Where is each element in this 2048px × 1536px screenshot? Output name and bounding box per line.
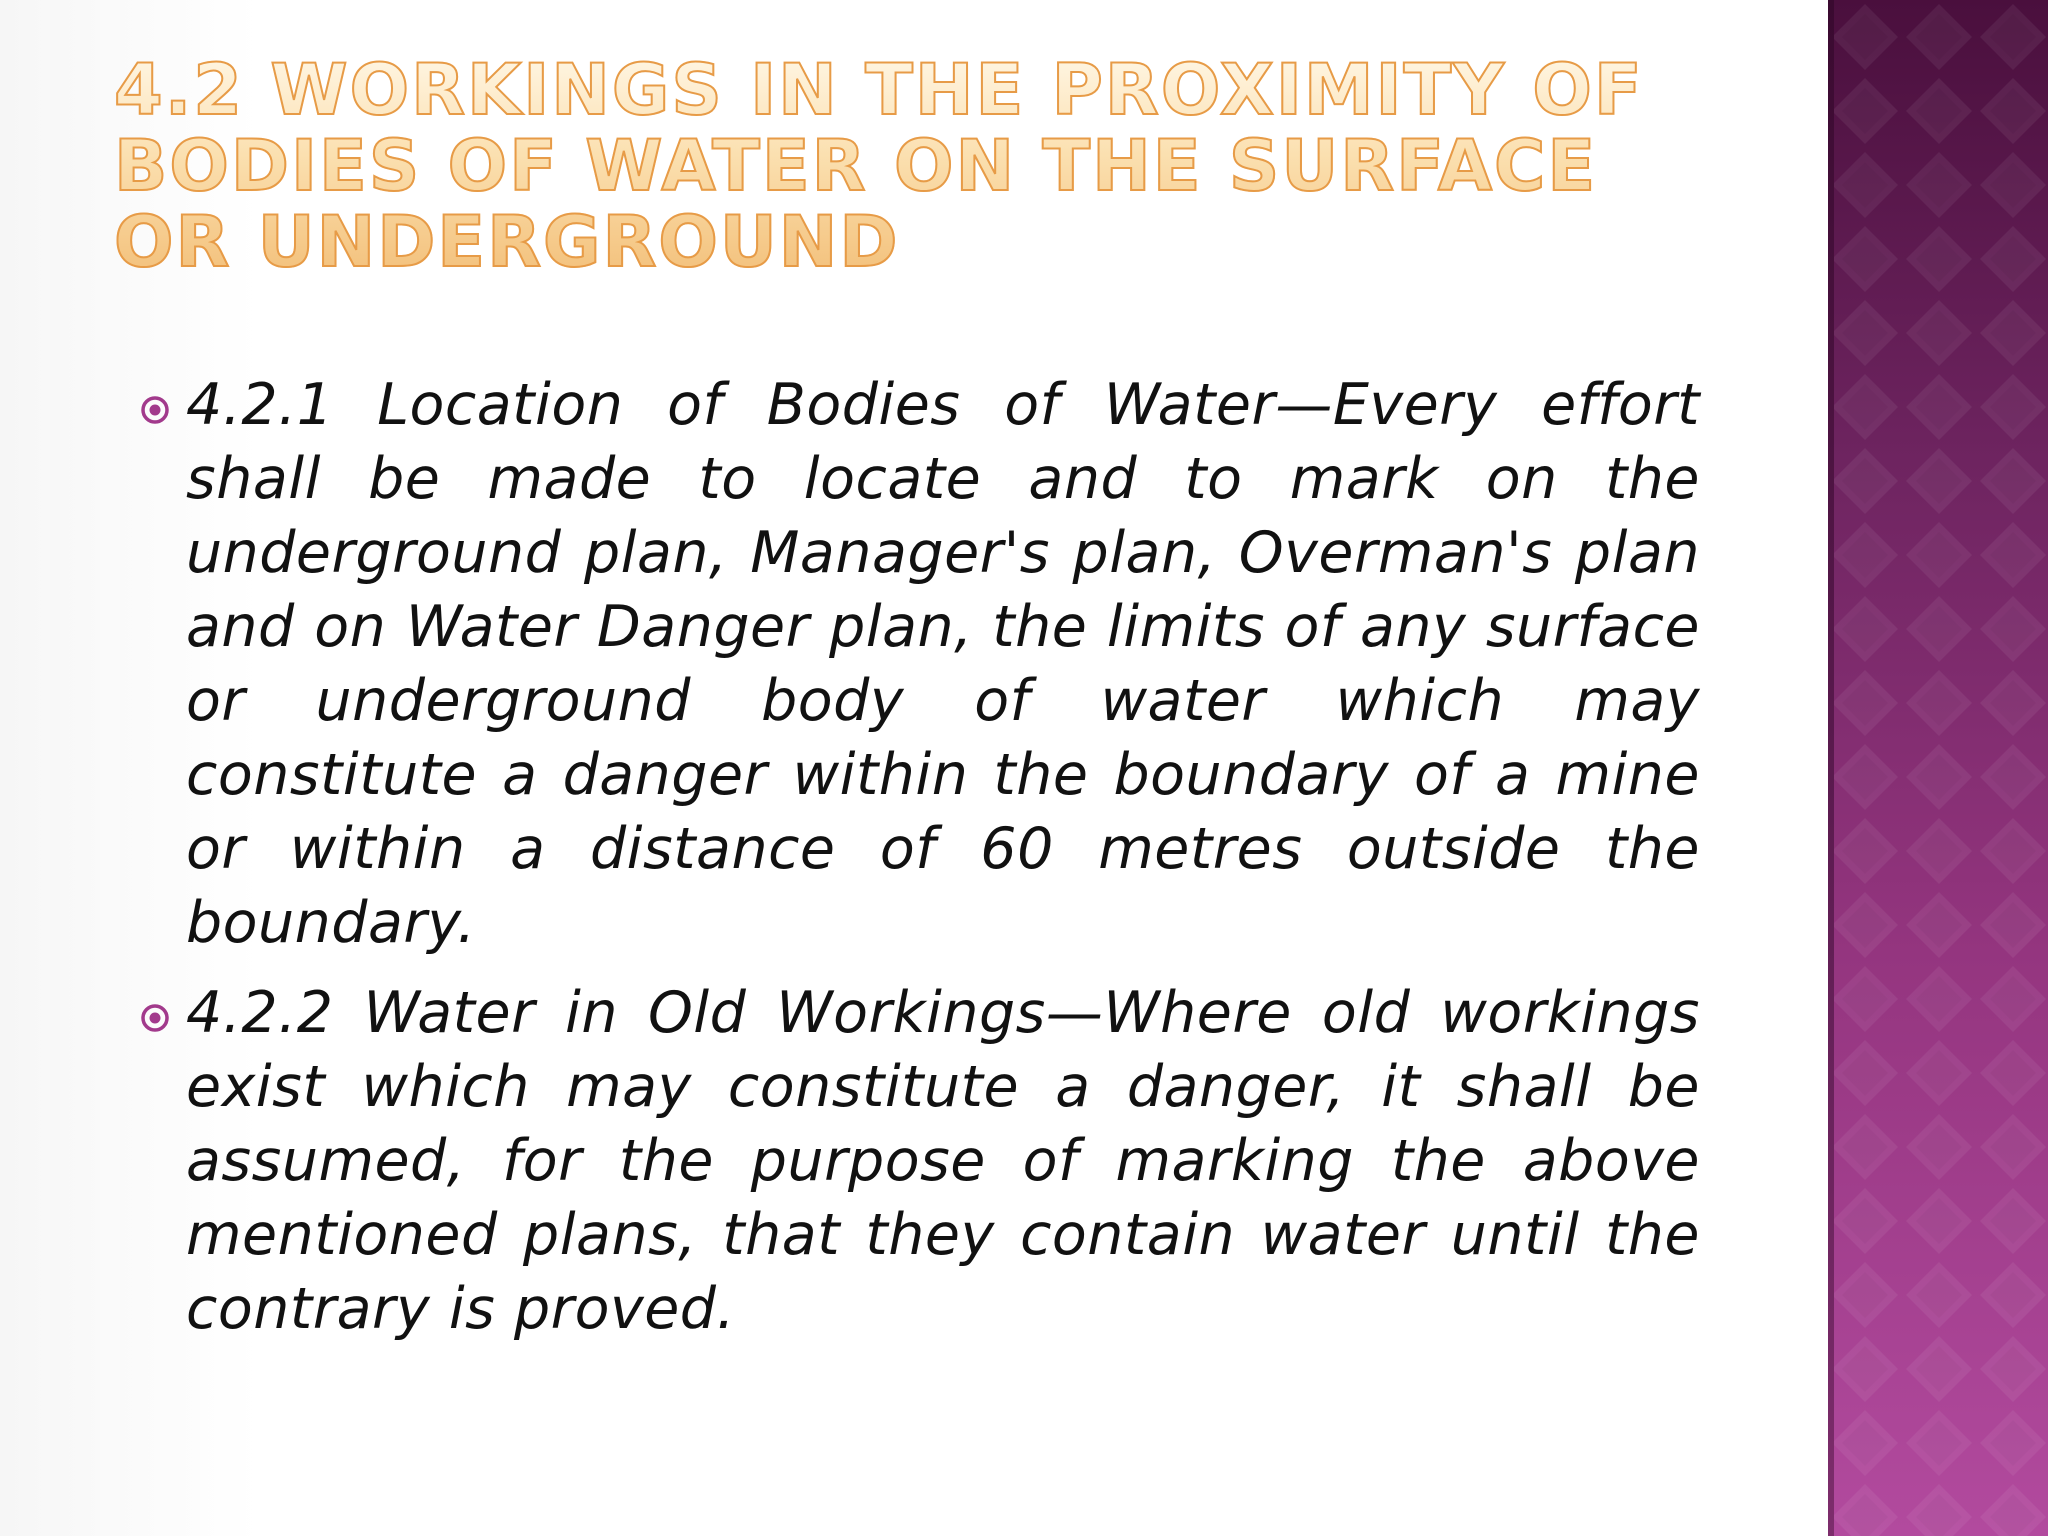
bullet-item	[140, 368, 1700, 960]
side-band-edge	[1828, 0, 1834, 1536]
bullet-text: 4.2.1 Location of Bodies of Water—Every effort shall be made to locate and to mark on the underground plan, Manager's plan, Overman's plan and on Water Danger plan, the limits of any surface or underground body of water which may constitute a danger within the boundary of a mine or within a distance of 60 metres outside the boundary.	[186, 372, 1700, 956]
circled-dot-icon	[140, 395, 170, 425]
bullet-text: 4.2.2 Water in Old Workings—Where old workings exist which may constitute a danger, it shall be assumed, for the purpose of marking the above mentioned plans, that they contain water until the contrary is proved.	[186, 980, 1700, 1342]
circled-dot-icon	[140, 1003, 170, 1033]
bullet-item	[140, 976, 1700, 1346]
diamond-pattern	[1828, 0, 2048, 1536]
slide-title: 4.2 WORKINGS IN THE PROXIMITY OF BODIES OF WATER ON THE SURFACE OR UNDERGROUND	[114, 52, 1714, 280]
bullet-list	[140, 368, 1700, 1346]
decorative-side-band	[1828, 0, 2048, 1536]
